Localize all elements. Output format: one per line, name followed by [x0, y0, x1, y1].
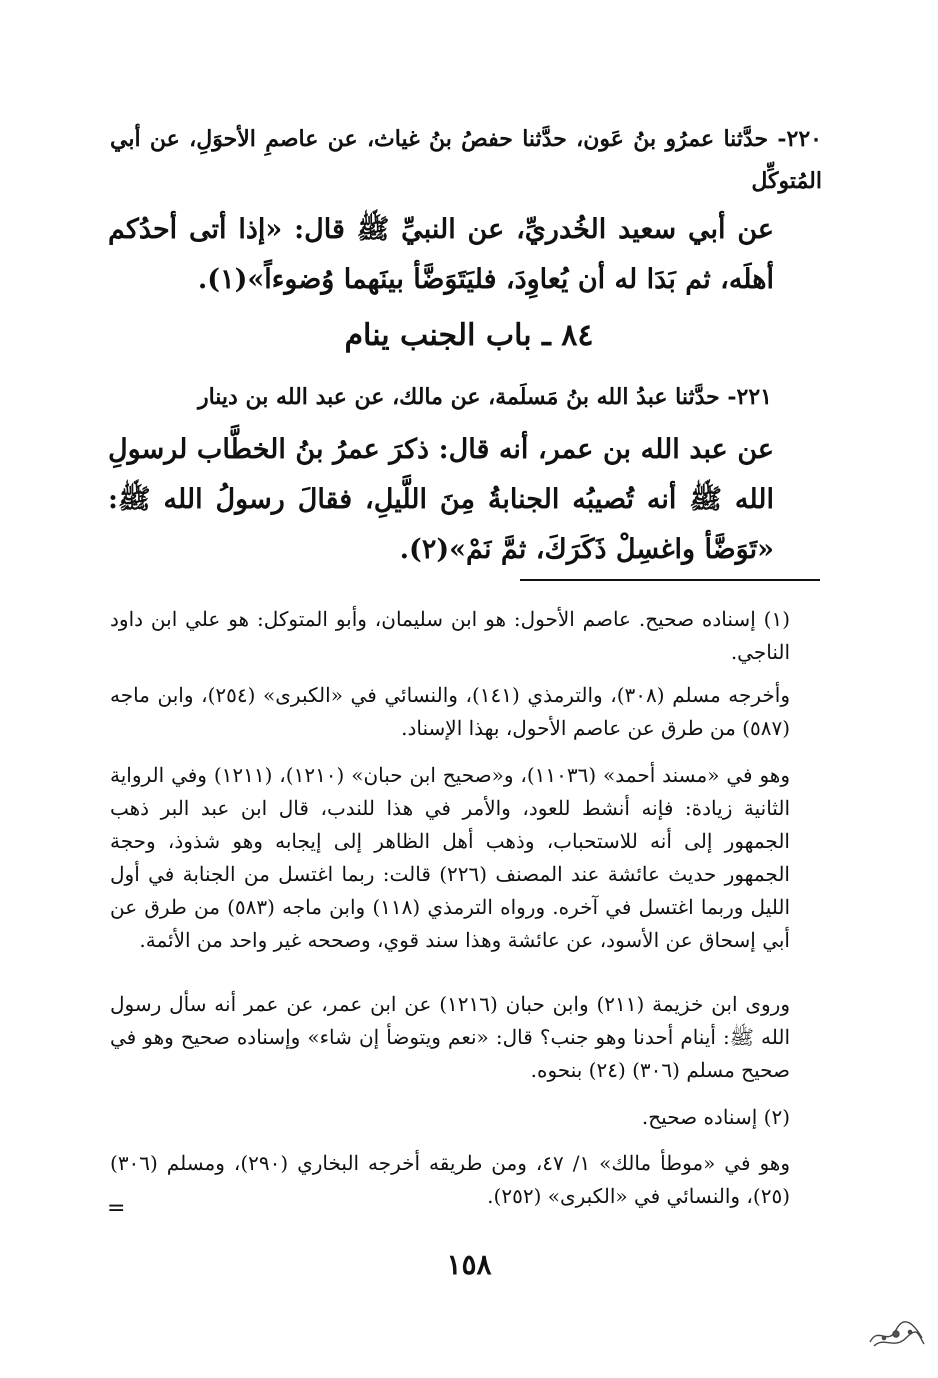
footnote-2-paragraph-1: (٢) إسناده صحيح.	[641, 1105, 790, 1129]
chapter-heading: ٨٤ ـ باب الجنب ينام	[344, 318, 594, 353]
page-number: ١٥٨	[446, 1248, 492, 1281]
footnote-1-paragraph-3: وهو في «مسند أحمد» (١١٠٣٦)، و«صحيح ابن حبان» (١٢١٠)، (١٢١١) وفي الرواية الثانية زيادة: فإنه أنشط للعود، والأمر في هذا للندب، قال ابن عبد البر ذهب الجمهور إلى أنه للاستحباب، وذهب أهل الظاهر إلى إيجابه وهو شذوذ، وحجة الجمهور حديث عائشة عند المصنف (٢٢٦) قالت: ربما اغتسل من الجنابة في أول الليل وربما اغتسل في آخره. ورواه الترمذي (١١٨) وابن ماجه (٥٨٣) من طرق عن أبي إسحاق عن الأسود، عن عائشة وهذا سند قوي، وصححه غير واحد من الأئمة.	[110, 763, 791, 952]
hadith-221-isnad: ٢٢١- حدَّثنا عبدُ الله بنُ مَسلَمة، عن مالك، عن عبد الله بن دينار	[197, 384, 772, 410]
continuation-mark: =	[107, 1196, 126, 1221]
hadith-220-matn: عن أبي سعيد الخُدريِّ، عن النبيِّ ﷺ قال: «إذا أتى أحدُكم أهلَه، ثم بَدَا له أن يُعاوِدَ، فليَتَوَضَّأ بينَهما وُضوءاً»(١).	[108, 214, 774, 295]
footnote-1-paragraph-2: وأخرجه مسلم (٣٠٨)، والترمذي (١٤١)، والنسائي في «الكبرى» (٢٥٤)، وابن ماجه (٥٨٧) من طرق عن عاصم الأحول، بهذا الإسناد.	[110, 683, 790, 740]
footnote-2-paragraph-2: وهو في «موطأ مالك» ١/ ٤٧، ومن طريقه أخرجه البخاري (٢٩٠)، ومسلم (٣٠٦) (٢٥)، والنسائي في «الكبرى» (٢٥٢).	[110, 1151, 791, 1208]
hadith-221-matn: عن عبد الله بن عمر، أنه قال: ذكرَ عمرُ بنُ الخطَّاب لرسولِ الله ﷺ أنه تُصيبُه الجنابةُ مِنَ اللَّيلِ، فقالَ رسولُ الله ﷺ: «تَوَضَّأ واغسِلْ ذَكَرَكَ، ثمَّ نَمْ»(٢).	[108, 434, 774, 565]
hadith-220-isnad: ٢٢٠- حدَّثنا عمرُو بنُ عَون، حدَّثنا حفصُ بنُ غياث، عن عاصمِ الأحوَلِ، عن أبي المُتوكِّل	[110, 126, 822, 194]
footnote-separator	[520, 579, 820, 581]
footnote-1-paragraph-4: وروى ابن خزيمة (٢١١) وابن حبان (١٢١٦) عن ابن عمر، عن عمر أنه سأل رسول الله ﷺ: أينام أحدنا وهو جنب؟ قال: «نعم ويتوضأ إن شاء» وإسناده صحيح وهو في صحيح مسلم (٣٠٦) (٢٤) بنحوه.	[110, 992, 790, 1082]
footnote-1-paragraph-1: (١) إسناده صحيح. عاصم الأحول: هو ابن سليمان، وأبو المتوكل: هو علي ابن داود الناجي.	[110, 607, 790, 664]
decorative-ornament-icon	[866, 1316, 926, 1352]
